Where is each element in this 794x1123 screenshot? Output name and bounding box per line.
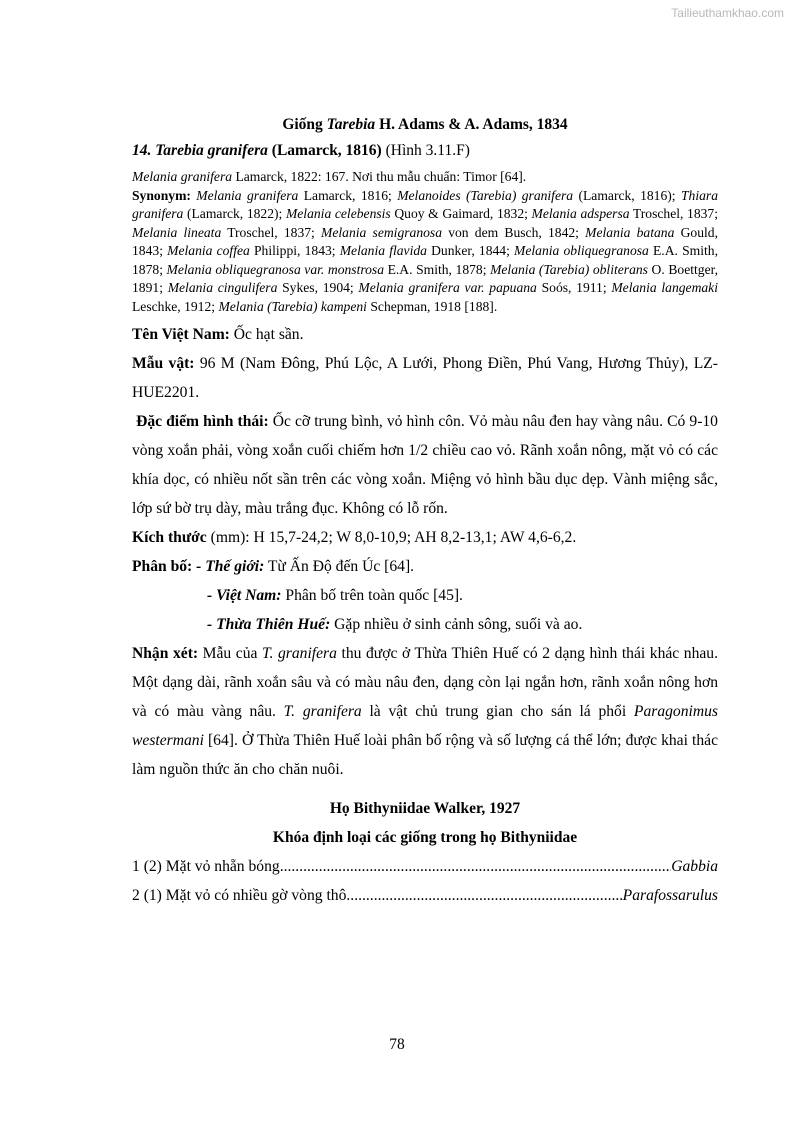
synonym-name: Melania coffea xyxy=(167,243,250,258)
key-row xyxy=(132,852,718,881)
synonym-name: Melania (Tarebia) obliterans xyxy=(490,261,648,277)
synonym-name: Melania cingulifera xyxy=(167,280,278,295)
page-number: 78 xyxy=(389,1036,405,1053)
synonym-name: Melania batana xyxy=(585,224,675,240)
vietnamese-name: Tên Việt Nam: Ốc hạt sần. xyxy=(132,326,304,343)
size: Kích thước (mm): H 15,7-24,2; W 8,0-10,9; AH 8,2-13,1; AW 4,6-6,2. xyxy=(132,529,577,546)
synonym-name: Melania obliquegranosa xyxy=(514,243,649,258)
synonym-author: E.A. Smith, 1878; xyxy=(132,243,718,277)
synonym-author: Lamarck, 1816; xyxy=(298,187,398,203)
synonym-name: Melania obliquegranosa var. monstrosa xyxy=(166,261,385,277)
specimen: Mẫu vật: 96 M (Nam Đông, Phú Lộc, A Lưới, Phong Điền, Phú Vang, Hương Thủy), LZ-HUE2201. xyxy=(132,355,718,401)
synonym-author: Dunker, 1844; xyxy=(426,243,515,258)
synonym-name: Melania langemaki xyxy=(611,280,718,295)
synonym-name: Melania semigranosa xyxy=(321,224,443,240)
synonym-author: Schepman, 1918 [188]. xyxy=(366,298,498,314)
synonym-author: (Lamarck, 1816); xyxy=(573,187,681,203)
key-lead: 2 (1) Mặt vỏ có nhiều gờ vòng thô xyxy=(132,887,347,904)
synonym-name: Melania celebensis xyxy=(285,206,391,221)
synonym-author: E.A. Smith, 1878; xyxy=(384,261,491,277)
synonym-author: O. Boettger, 1891; xyxy=(132,261,718,295)
synonym-name: Melania adspersa xyxy=(531,206,630,221)
synonym-author: Quoy & Gaimard, 1832; xyxy=(390,206,532,221)
key-row xyxy=(132,881,718,910)
synonym-author: Gould, 1843; xyxy=(132,224,718,258)
genus-heading: Giống Tarebia H. Adams & A. Adams, 1834 xyxy=(282,116,568,133)
synonym-author: Sykes, 1904; xyxy=(277,280,359,295)
morphology: Đặc điểm hình thái: Ốc cỡ trung bình, vỏ hình côn. Vỏ màu nâu đen hay vàng nâu. Có 9-10 vòng xoắn phải, vòng xoắn cuối chiếm hơn 1/2 chiều cao vỏ. Rãnh xoắn nông, mặt vỏ có các khía dọc, có nhiều nốt sần trên các vòng xoắn. Miệng vỏ hình bầu dục dẹp. Vành miệng sắc, lớp sứ bờ trụ dày, màu trắng đục. Không có lỗ rốn. xyxy=(132,413,718,517)
synonym-list: Synonym: Melania granifera Lamarck, 1816; Melanoides (Tarebia) granifera (Lamarck, 1816); Thiara granifera (Lamarck, 1822); Melania celebensis Quoy & Gaimard, 1832; Melania adspersa Troschel, 1837; Melania lineata Troschel, 1837; Melania semigranosa von dem Busch, 1842; Melania batana Gould, 1843; Melania coffea Philippi, 1843; Melania flavida Dunker, 1844; Melania obliquegranosa E.A. Smith, 1878; Melania obliquegranosa var. monstrosa E.A. Smith, 1878; Melania (Tarebia) obliterans O. Boettger, 1891; Melania cingulifera Sykes, 1904; Melania granifera var. papuana Soós, 1911; Melania langemaki Leschke, 1912; Melania (Tarebia) kampeni Schepman, 1918 [188]. xyxy=(132,187,718,314)
synonym-name: Melanoides (Tarebia) granifera xyxy=(397,187,574,203)
synonym-name: Melania lineata xyxy=(132,224,222,240)
species-heading: 14. Tarebia granifera (Lamarck, 1816) (Hình 3.11.F) xyxy=(132,142,470,159)
key-genus: Parafossarulus xyxy=(622,887,718,904)
synonym-name: Melania granifera var. papuana xyxy=(358,280,537,295)
watermark: Tailieuthamkhao.com xyxy=(671,6,784,20)
distribution-hue: - Thừa Thiên Huế: Gặp nhiều ở sinh cảnh sông, suối và ao. xyxy=(207,616,583,633)
synonym-author: von dem Busch, 1842; xyxy=(442,224,586,240)
leader-dots xyxy=(346,881,622,910)
key-heading: Khóa định loại các giống trong họ Bithyniidae xyxy=(272,829,578,846)
synonym-name: Melania flavida xyxy=(339,243,427,258)
synonym-author: (Lamarck, 1822); xyxy=(183,206,286,221)
synonym-author: Troschel, 1837; xyxy=(629,206,718,221)
synonym-author: Philippi, 1843; xyxy=(249,243,340,258)
synonym-name: Thiara granifera xyxy=(132,187,718,221)
key-lead: 1 (2) Mặt vỏ nhẵn bóng xyxy=(132,858,280,875)
page-content xyxy=(132,112,718,910)
synonym-author: Troschel, 1837; xyxy=(221,224,322,240)
distribution-vietnam: - Việt Nam: Phân bố trên toàn quốc [45]. xyxy=(207,587,463,604)
family-heading: Họ Bithyniidae Walker, 1927 xyxy=(329,800,521,817)
synonym-name: Melania (Tarebia) kampeni xyxy=(218,298,367,314)
synonym-name: Melania granifera xyxy=(190,187,299,203)
synonym-author: Soós, 1911; xyxy=(536,280,612,295)
leader-dots xyxy=(280,852,672,881)
original-description: Melania granifera Lamarck, 1822: 167. Nơi thu mẫu chuẩn: Timor [64]. xyxy=(132,169,527,184)
distribution-world: Phân bố: - Thế giới: Từ Ấn Độ đến Úc [64]. xyxy=(132,558,415,575)
key-genus: Gabbia xyxy=(671,858,718,875)
synonym-author: Leschke, 1912; xyxy=(132,298,219,314)
remark: Nhận xét: Mẫu của T. granifera thu được ở Thừa Thiên Huế có 2 dạng hình thái khác nhau. Một dạng dài, rãnh xoắn sâu và có màu nâu đen, dạng còn lại ngắn hơn, rãnh xoắn nông hơn và có màu vàng nâu. T. granifera là vật chủ trung gian cho sán lá phổi Paragonimus westermani [64]. Ở Thừa Thiên Huế loài phân bố rộng và số lượng cá thể lớn; được khai thác làm nguồn thức ăn cho chăn nuôi. xyxy=(132,645,718,778)
